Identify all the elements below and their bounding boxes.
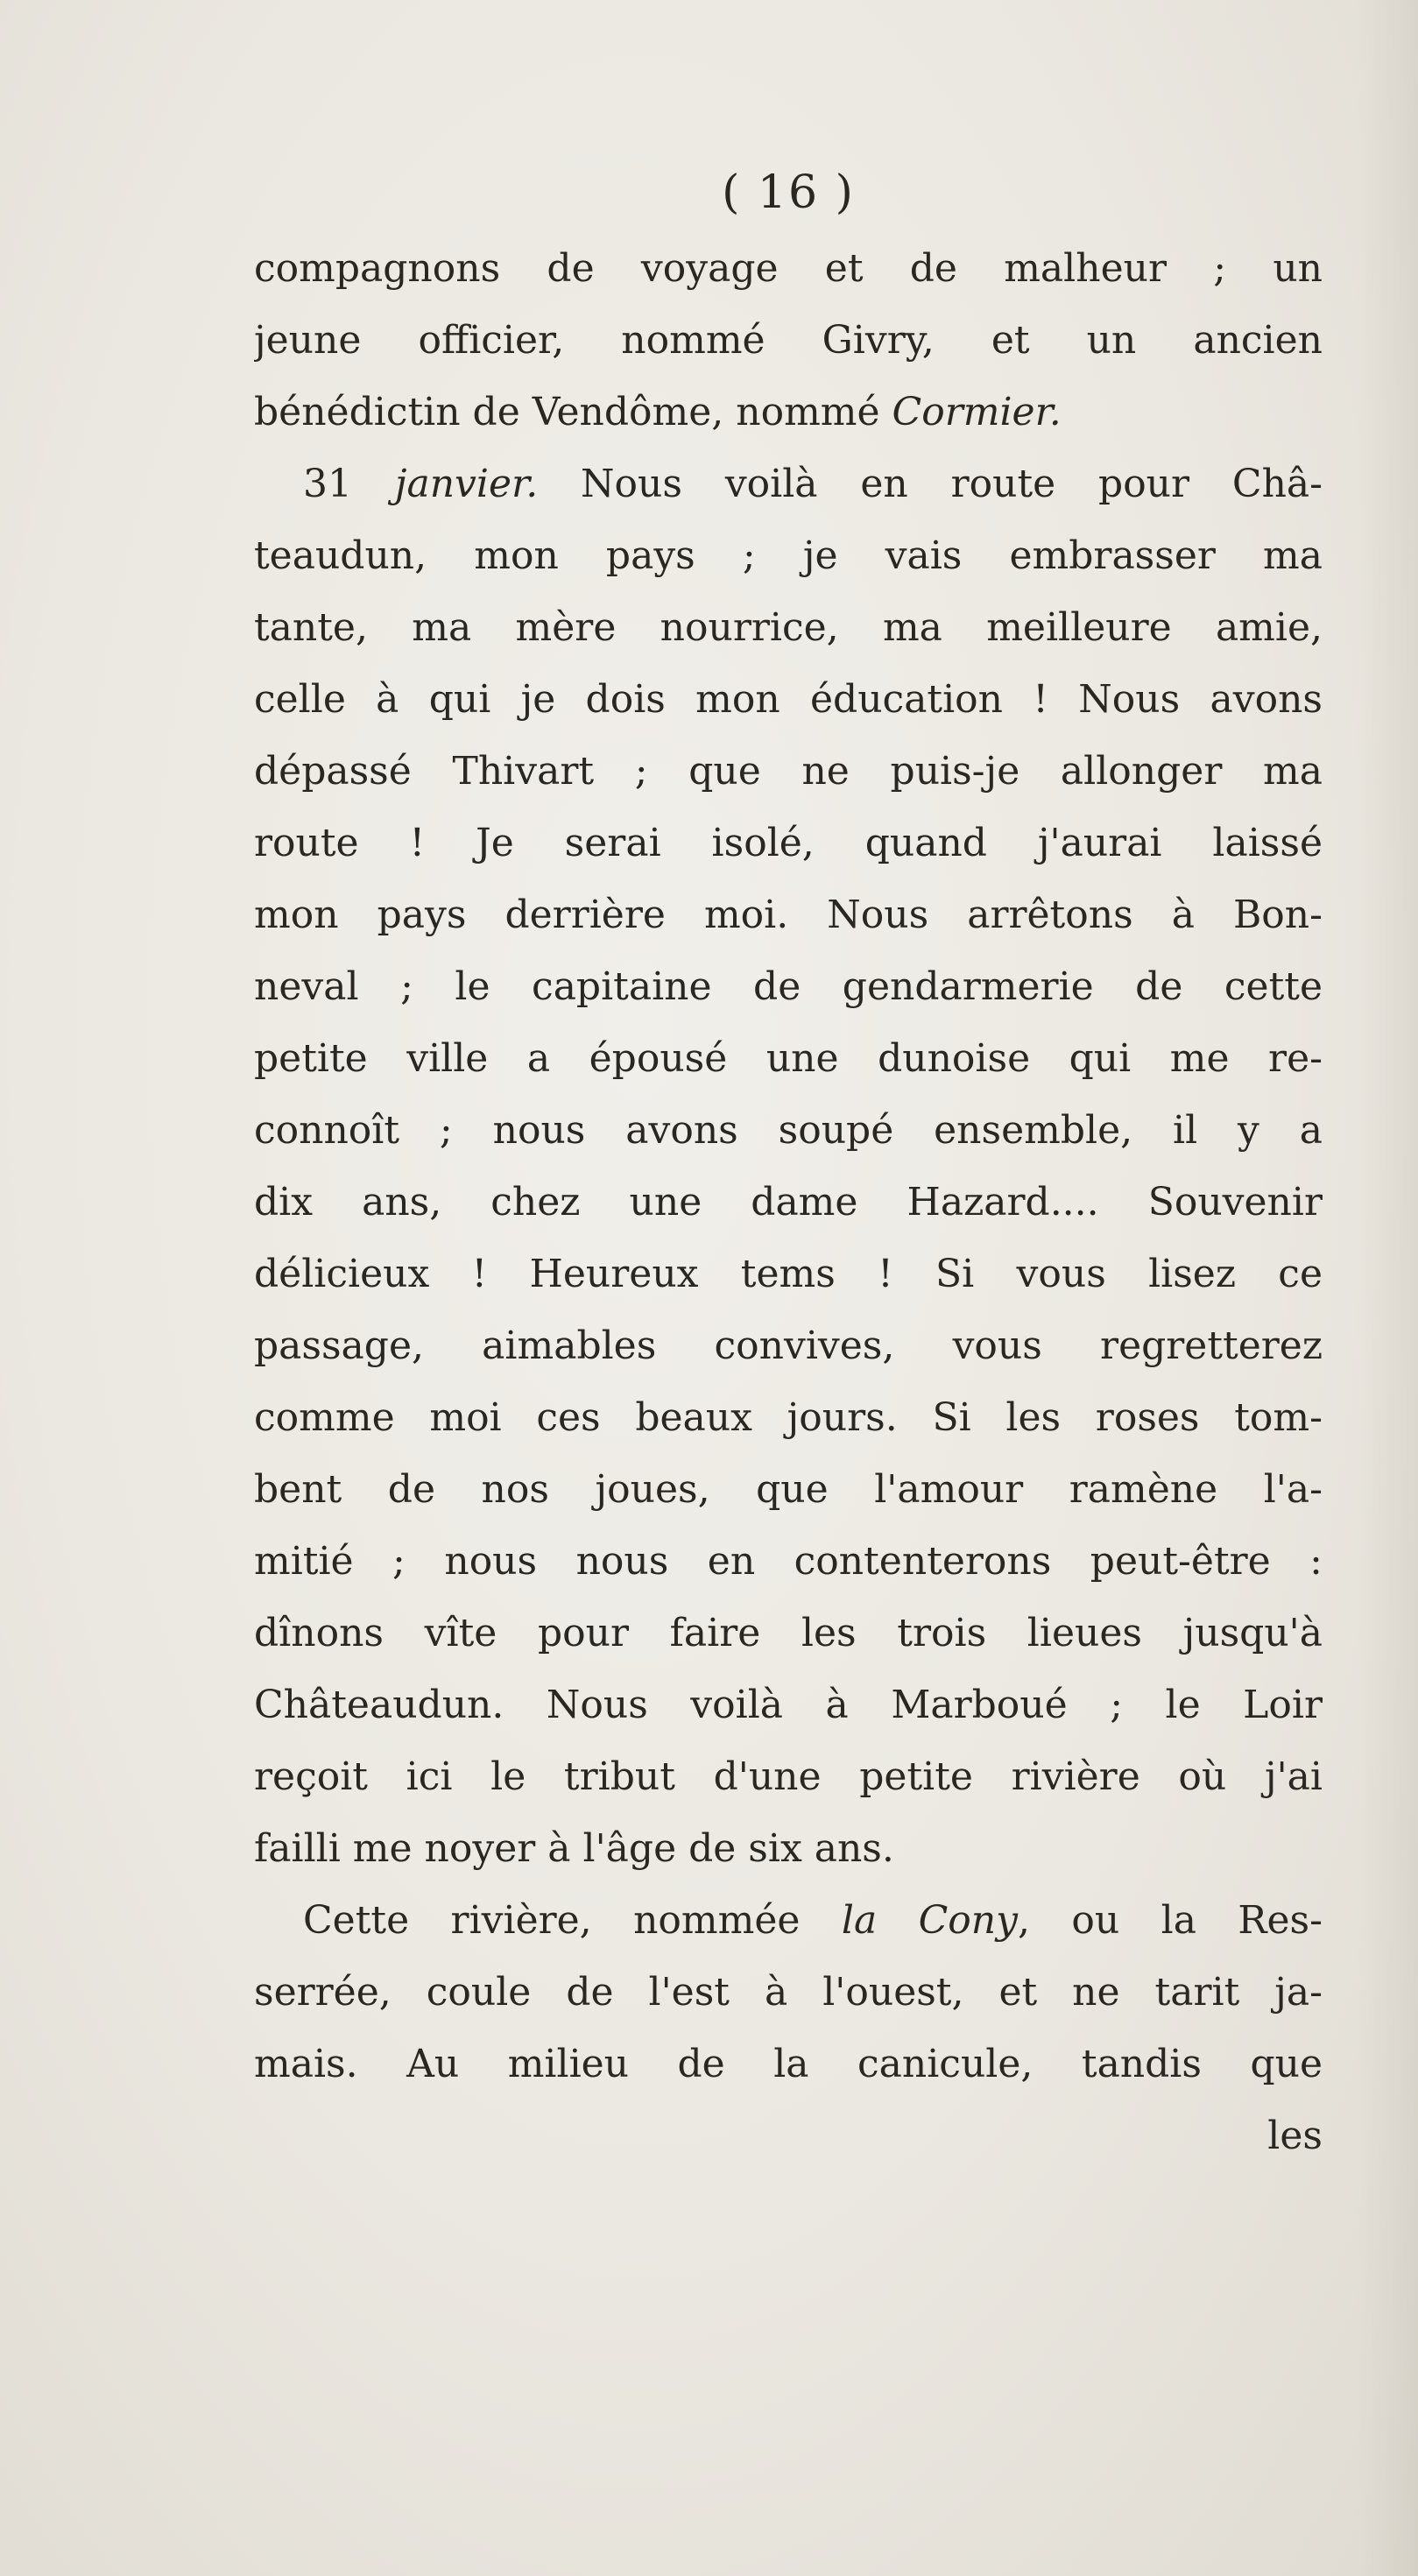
text-line bbox=[254, 1310, 1323, 1382]
text-line bbox=[254, 736, 1323, 808]
text-line bbox=[254, 1167, 1323, 1239]
paragraph bbox=[254, 448, 1323, 1885]
text-line bbox=[254, 592, 1323, 664]
text-run: celle à qui je dois mon éducation ! Nous avons bbox=[254, 677, 1323, 722]
text-line bbox=[254, 879, 1323, 951]
text-run: dix ans, chez une dame Hazard.... Souvenir bbox=[254, 1180, 1323, 1224]
text-line bbox=[254, 664, 1323, 736]
text-line bbox=[254, 1023, 1323, 1095]
text-run: Châteaudun. Nous voilà à Marboué ; le Loir bbox=[254, 1683, 1323, 1727]
text-line bbox=[254, 808, 1323, 879]
text-run: bent de nos joues, que l'amour ramène l'a- bbox=[254, 1467, 1323, 1512]
text-line bbox=[254, 1598, 1323, 1669]
text-run: mon pays derrière moi. Nous arrêtons à Bon- bbox=[254, 893, 1323, 937]
italic-text: Cormier. bbox=[892, 390, 1062, 434]
italic-text: la Cony bbox=[841, 1898, 1018, 1943]
text-line bbox=[254, 448, 1323, 520]
text-line bbox=[254, 1526, 1323, 1598]
text-line bbox=[254, 2029, 1323, 2100]
text-line bbox=[254, 1813, 1323, 1885]
text-run: 31 bbox=[303, 462, 395, 506]
page-number: ( 16 ) bbox=[722, 166, 855, 219]
text-run: connoît ; nous avons soupé ensemble, il y a bbox=[254, 1108, 1323, 1153]
text-run: bénédictin de Vendôme, nommé bbox=[254, 390, 892, 434]
text-line bbox=[254, 305, 1323, 377]
text-run: neval ; le capitaine de gendarmerie de cette bbox=[254, 964, 1323, 1009]
text-run: tante, ma mère nourrice, ma meilleure amie, bbox=[254, 605, 1323, 650]
text-line bbox=[254, 1669, 1323, 1741]
paragraph bbox=[254, 233, 1323, 448]
text-run: mais. Au milieu de la canicule, tandis que bbox=[254, 2042, 1323, 2086]
text-line bbox=[254, 1239, 1323, 1310]
text-run: comme moi ces beaux jours. Si les roses tom- bbox=[254, 1395, 1323, 1440]
text-line bbox=[254, 520, 1323, 592]
text-line bbox=[254, 1957, 1323, 2029]
catchword: les bbox=[1267, 2114, 1323, 2158]
text-block bbox=[254, 158, 1323, 2172]
body-text bbox=[254, 233, 1323, 2100]
text-run: compagnons de voyage et de malheur ; un bbox=[254, 246, 1323, 291]
text-line bbox=[254, 1741, 1323, 1813]
text-run: Cette rivière, nommée bbox=[303, 1898, 842, 1943]
text-line bbox=[254, 951, 1323, 1023]
text-run: route ! Je serai isolé, quand j'aurai laissé bbox=[254, 821, 1323, 865]
text-run: passage, aimables convives, vous regretterez bbox=[254, 1323, 1323, 1368]
text-line bbox=[254, 377, 1323, 448]
text-run: dînons vîte pour faire les trois lieues jusqu'à bbox=[254, 1611, 1323, 1655]
paragraph bbox=[254, 1885, 1323, 2100]
text-run: jeune officier, nommé Givry, et un ancien bbox=[254, 318, 1323, 363]
text-run: teaudun, mon pays ; je vais embrasser ma bbox=[254, 533, 1323, 578]
text-run: reçoit ici le tribut d'une petite rivière où j'ai bbox=[254, 1754, 1323, 1799]
text-line bbox=[254, 233, 1323, 305]
page-edge-shadow bbox=[1357, 0, 1418, 2576]
text-run: mitié ; nous nous en contenterons peut-être : bbox=[254, 1539, 1323, 1584]
text-line bbox=[254, 1095, 1323, 1167]
text-run: petite ville a épousé une dunoise qui me re- bbox=[254, 1036, 1323, 1081]
italic-text: janvier. bbox=[394, 462, 539, 506]
text-line bbox=[254, 1454, 1323, 1526]
text-run: , ou la Res- bbox=[1017, 1898, 1323, 1943]
text-run: dépassé Thivart ; que ne puis-je allonger ma bbox=[254, 749, 1323, 794]
text-run: serrée, coule de l'est à l'ouest, et ne tarit ja- bbox=[254, 1970, 1323, 2015]
text-line bbox=[254, 1885, 1323, 1957]
text-run: failli me noyer à l'âge de six ans. bbox=[254, 1826, 894, 1871]
text-line bbox=[254, 1382, 1323, 1454]
text-run: Nous voilà en route pour Châ- bbox=[538, 462, 1323, 506]
text-run: délicieux ! Heureux tems ! Si vous lisez ce bbox=[254, 1252, 1323, 1296]
